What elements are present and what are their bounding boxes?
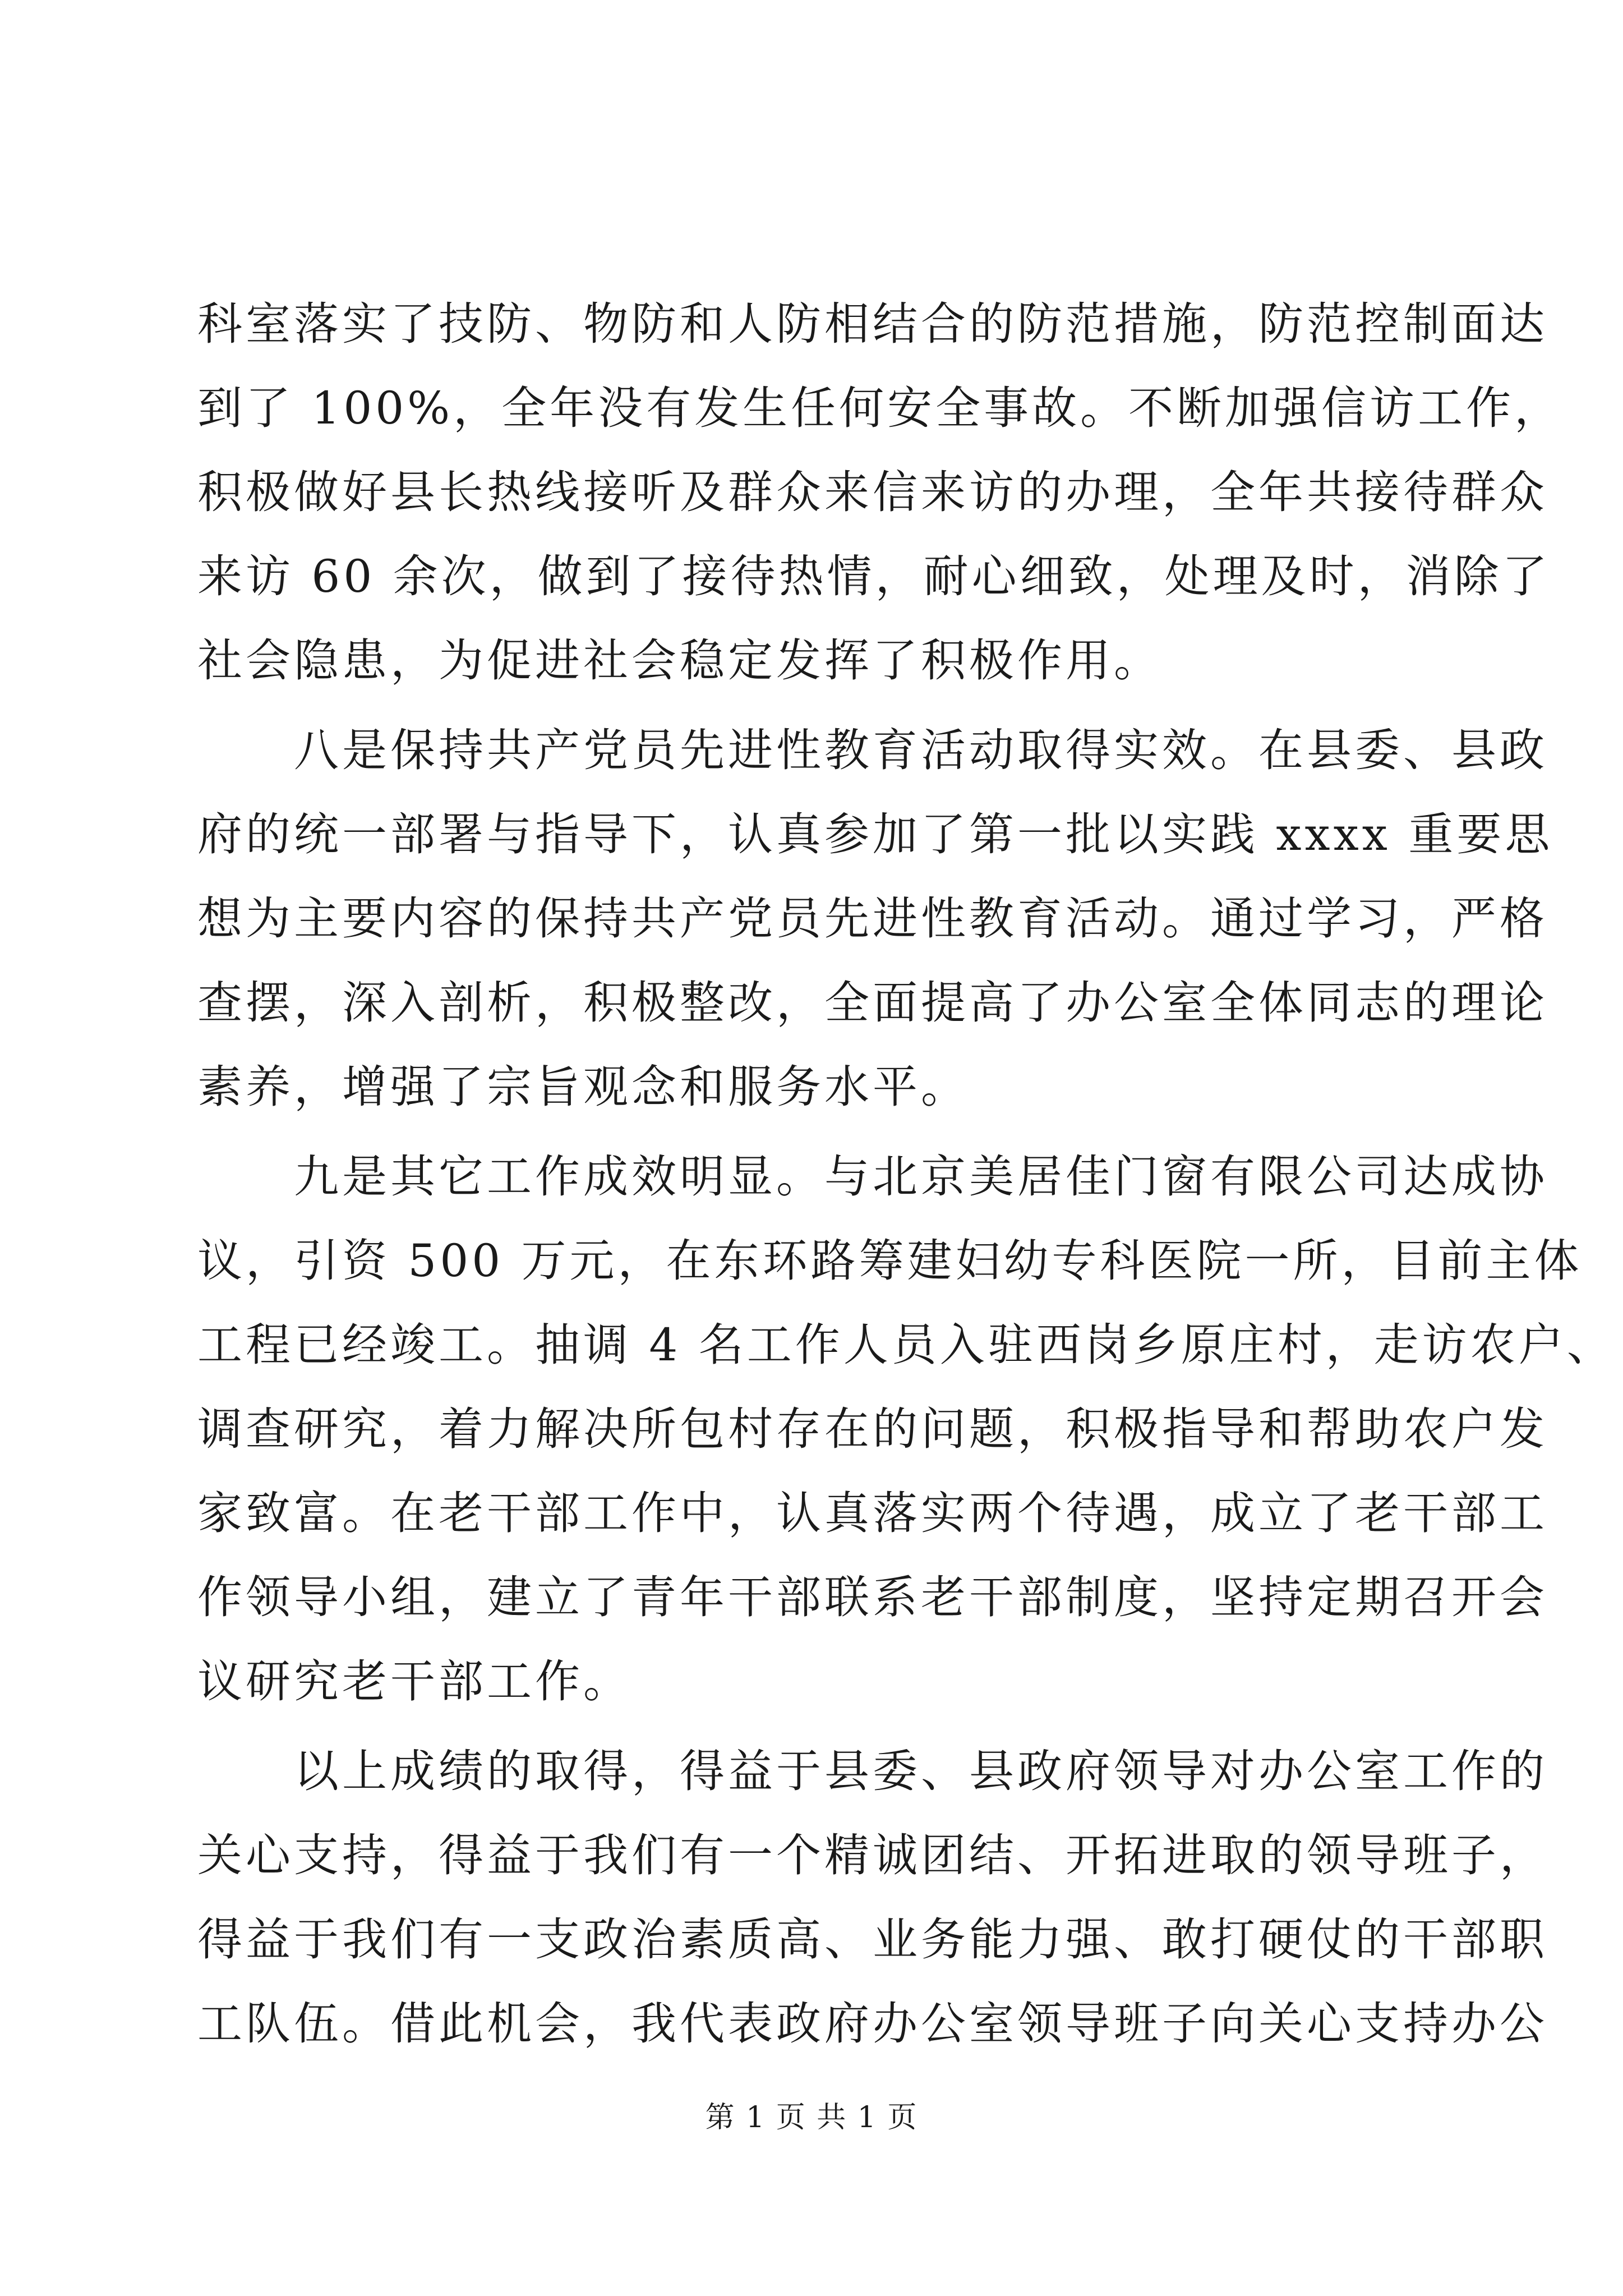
text-line: 积极做好县长热线接听及群众来信来访的办理，全年共接待群众 [197, 466, 1548, 518]
page-footer: 第 1 页 共 1 页 [705, 2101, 918, 2134]
paragraph-start-line: 八是保持共产党员先进性教育活动取得实效。在县委、县政 [197, 724, 1548, 776]
text-line: 想为主要内容的保持共产党员先进性教育活动。通过学习，严格 [197, 892, 1548, 945]
text-line: 查摆，深入剖析，积极整改，全面提高了办公室全体同志的理论 [197, 977, 1548, 1029]
paragraph-start-line: 九是其它工作成效明显。与北京美居佳门窗有限公司达成协 [197, 1151, 1548, 1203]
text-line: 作领导小组，建立了青年干部联系老干部制度，坚持定期召开会 [197, 1571, 1548, 1623]
text-line: 得益于我们有一支政治素质高、业务能力强、敢打硬仗的干部职 [197, 1913, 1548, 1966]
paragraph-start-line: 以上成绩的取得，得益于县委、县政府领导对办公室工作的 [197, 1745, 1548, 1797]
text-line: 议研究老干部工作。 [197, 1655, 631, 1708]
text-line: 到了 100%，全年没有发生任何安全事故。不断加强信访工作， [197, 382, 1563, 434]
text-line: 工程已经竣工。抽调 4 名工作人员入驻西岗乡原庄村，走访农户、 [197, 1319, 1615, 1371]
text-line: 调查研究，着力解决所包村存在的问题，积极指导和帮助农户发 [197, 1403, 1548, 1455]
text-line: 家致富。在老干部工作中，认真落实两个待遇，成立了老干部工 [197, 1487, 1548, 1539]
text-line: 工队伍。借此机会，我代表政府办公室领导班子向关心支持办公 [197, 1998, 1548, 2050]
text-line: 关心支持，得益于我们有一个精诚团结、开拓进取的领导班子， [197, 1829, 1548, 1881]
text-line: 来访 60 余次，做到了接待热情，耐心细致，处理及时，消除了 [197, 550, 1551, 602]
text-line: 议，引资 500 万元，在东环路筹建妇幼专科医院一所，目前主体 [197, 1235, 1583, 1287]
text-line: 府的统一部署与指导下，认真参加了第一批以实践 xxxx 重要思 [197, 808, 1553, 861]
text-line: 社会隐患，为促进社会稳定发挥了积极作用。 [197, 634, 1162, 687]
text-line: 科室落实了技防、物防和人防相结合的防范措施，防范控制面达 [197, 298, 1548, 350]
text-line: 素养，增强了宗旨观念和服务水平。 [197, 1061, 969, 1113]
